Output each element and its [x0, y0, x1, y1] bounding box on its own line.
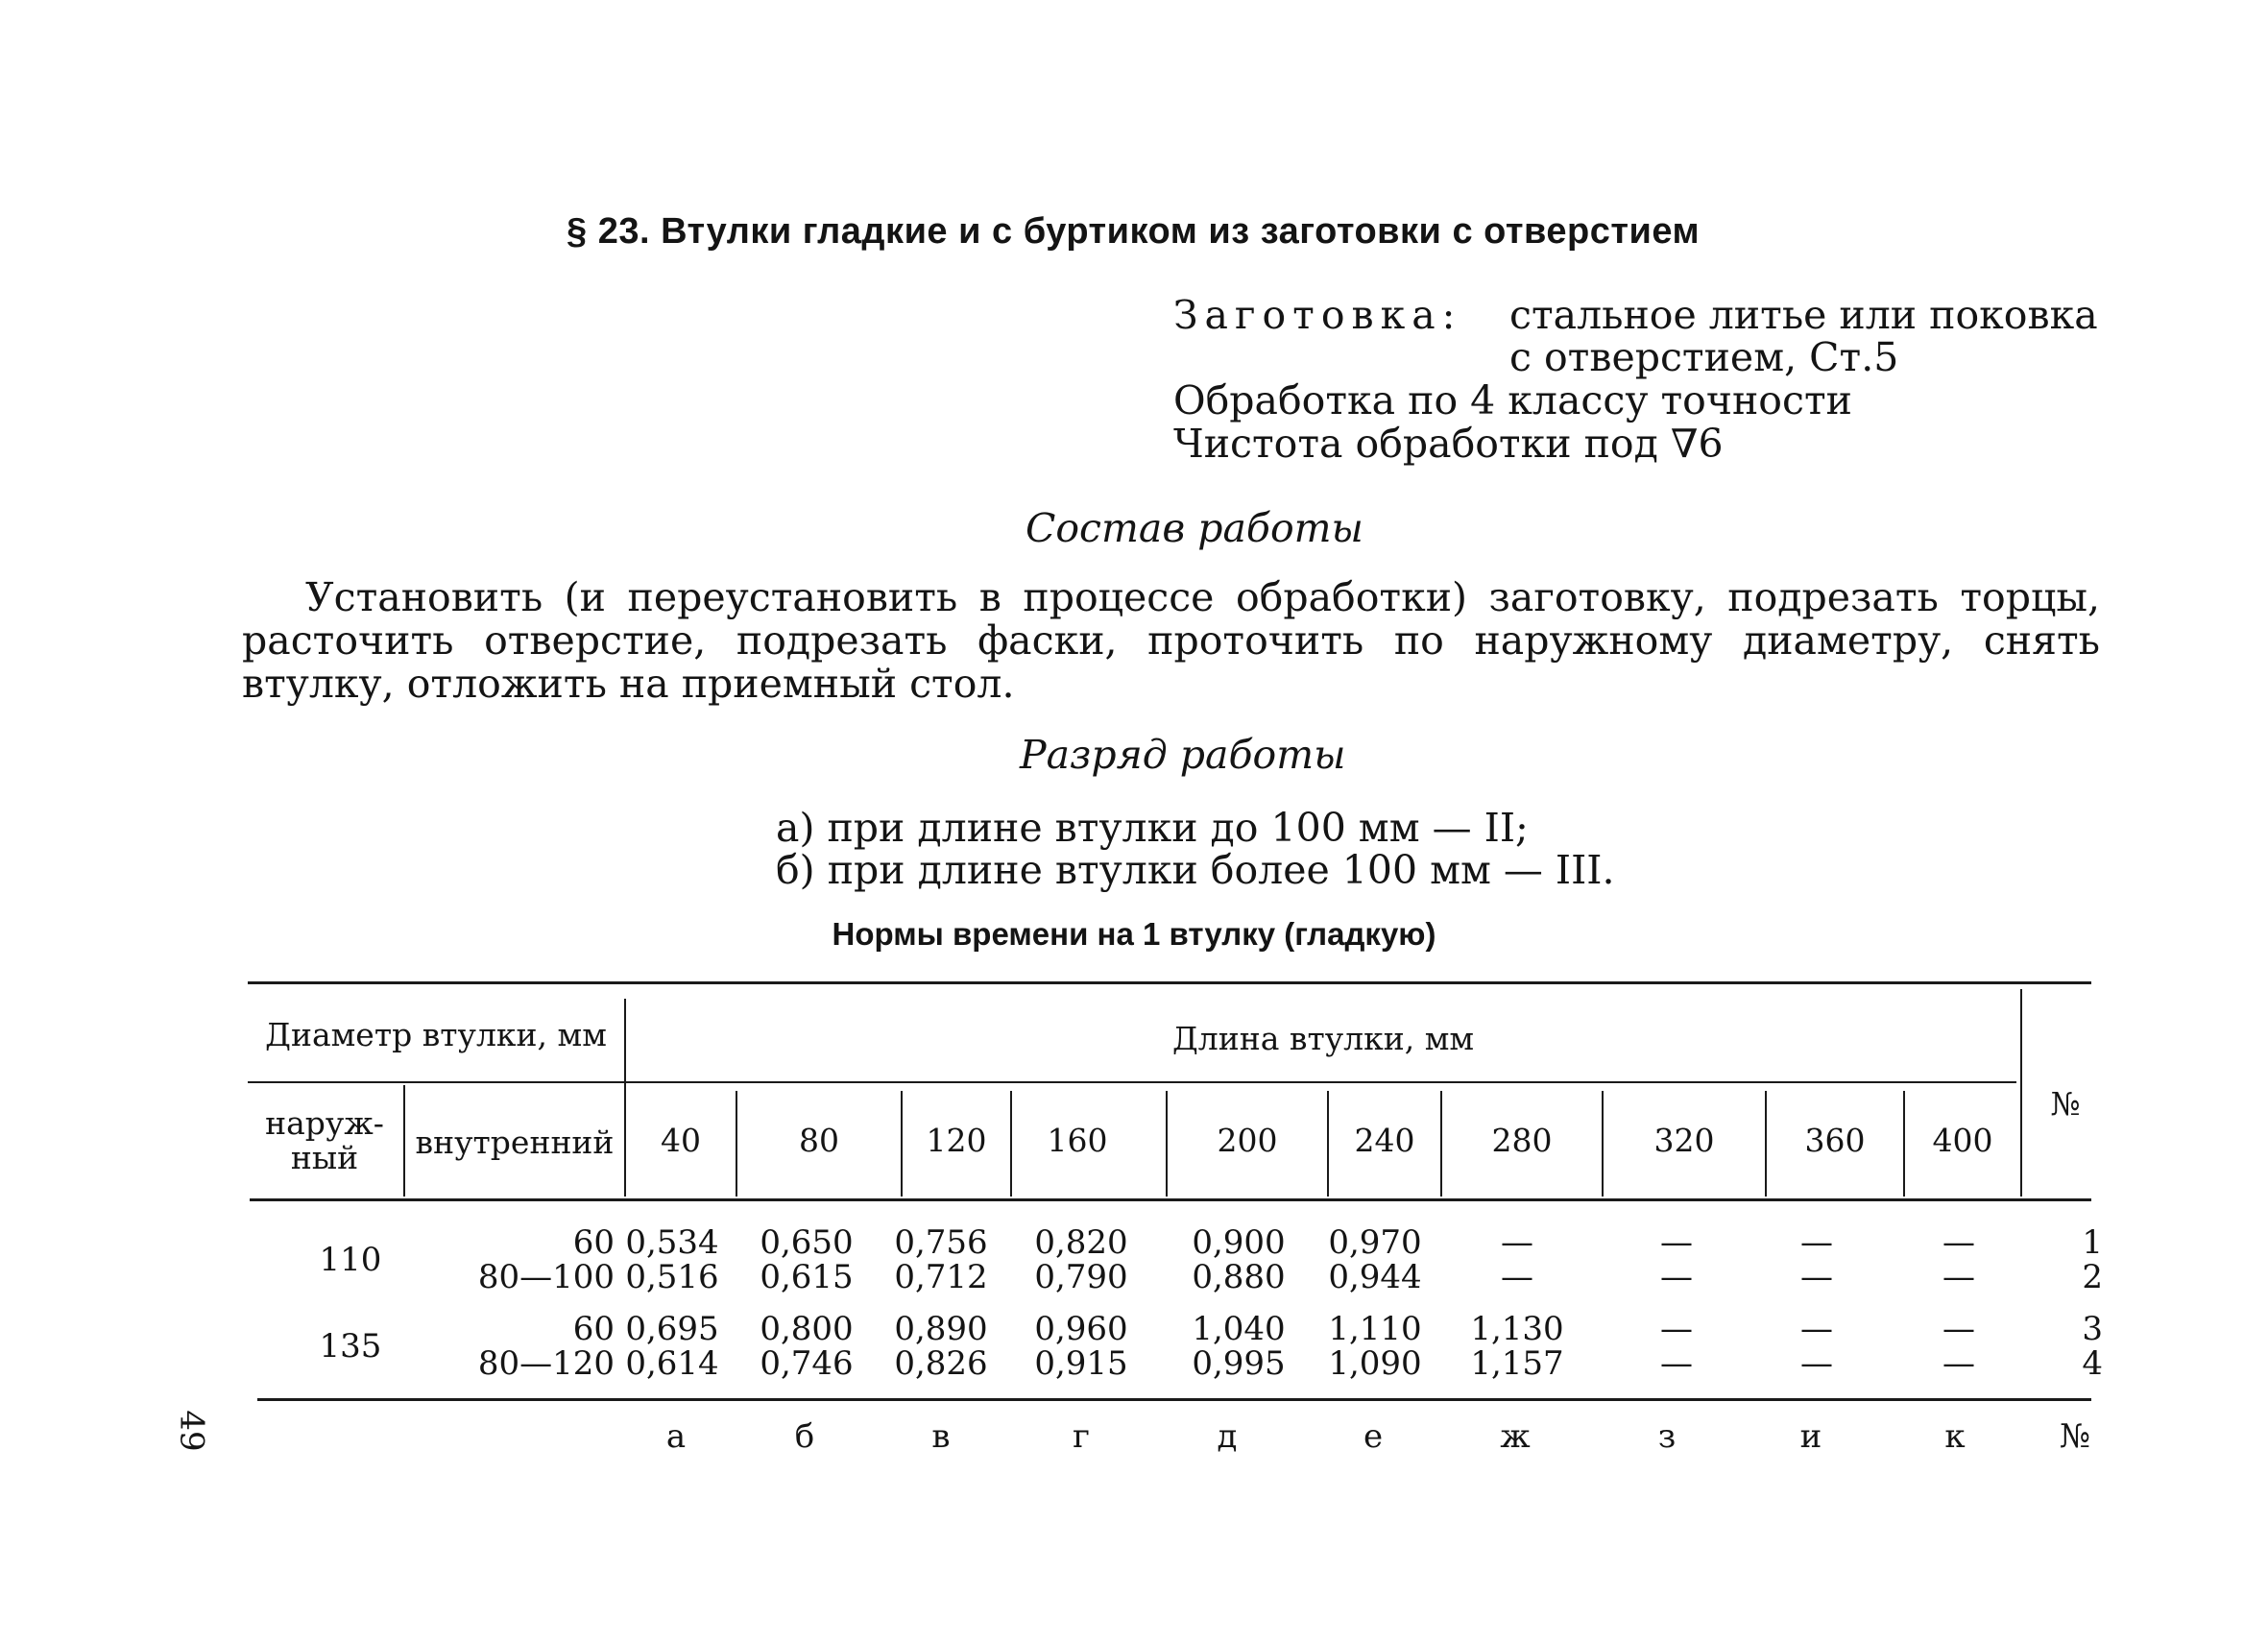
time-norm-cell: 1,110 — [1328, 1310, 1422, 1348]
time-norm-cell: 0,900 — [1192, 1223, 1286, 1262]
column-letter: ж — [1500, 1417, 1531, 1456]
table-header-bottom-rule — [250, 1198, 2091, 1201]
length-col-header: 200 — [1217, 1122, 1278, 1159]
table-title: Нормы времени на 1 втулку (гладкую) — [832, 916, 1436, 952]
length-header-rule — [626, 1081, 2016, 1083]
time-norm-cell: 0,880 — [1192, 1258, 1286, 1296]
time-norm-cell: — — [1942, 1258, 1975, 1296]
time-norm-cell: 0,890 — [894, 1310, 988, 1348]
time-norm-cell: — — [1942, 1223, 1975, 1262]
column-letter: а — [665, 1417, 687, 1456]
time-norm-cell: — — [1800, 1223, 1833, 1262]
column-letter: и — [1799, 1417, 1822, 1456]
length-col-header: 80 — [799, 1122, 839, 1159]
work-composition-title: Состав работы — [1025, 505, 1363, 551]
time-norm-cell: 1,157 — [1470, 1344, 1564, 1383]
length-col-header: 320 — [1653, 1122, 1715, 1159]
column-letter: б — [794, 1417, 815, 1456]
row-number: 2 — [2082, 1258, 2103, 1296]
time-norm-cell: 0,944 — [1328, 1258, 1422, 1296]
length-header: Длина втулки, мм — [1171, 1020, 1475, 1057]
work-grade-item-b: б) при длине втулки более 100 мм — III. — [776, 847, 1615, 893]
outer-diameter-value: 110 — [319, 1241, 382, 1279]
time-norm-cell: 0,534 — [625, 1223, 719, 1262]
length-col-header: 120 — [926, 1122, 987, 1159]
time-norm-cell: — — [1942, 1310, 1975, 1348]
work-composition-text: Установить (и переустановить в процессе обработки) заготовку, подрезать торцы, расточить отверстие, подрезать фаски, проточить по наружному диаметру, снять втулку, отложить на приемный стол. — [242, 574, 2100, 707]
time-norm-cell: 0,695 — [625, 1310, 719, 1348]
length-col-header: 280 — [1491, 1122, 1553, 1159]
time-norm-cell: — — [1800, 1310, 1833, 1348]
time-norm-cell: 1,090 — [1328, 1344, 1422, 1383]
length-col-header: 160 — [1047, 1122, 1108, 1159]
outer-diameter-value: 135 — [319, 1327, 382, 1366]
time-norm-cell: 0,820 — [1034, 1223, 1128, 1262]
row-number-header: № — [2050, 1085, 2081, 1123]
work-grade-title: Разряд работы — [1020, 732, 1346, 778]
time-norm-cell: — — [1501, 1223, 1533, 1262]
row-number: 4 — [2082, 1344, 2103, 1383]
time-norm-cell: 0,960 — [1034, 1310, 1128, 1348]
time-norm-cell: 0,995 — [1192, 1344, 1286, 1383]
page-number: 49 — [172, 1410, 211, 1452]
time-norm-cell: — — [1660, 1223, 1693, 1262]
column-letter: з — [1657, 1417, 1677, 1456]
row-number: 1 — [2082, 1223, 2103, 1262]
column-letter: д — [1217, 1417, 1238, 1456]
time-norm-cell: 0,615 — [760, 1258, 854, 1296]
length-col-header: 40 — [661, 1122, 701, 1159]
inner-diameter-value: 80—120 — [477, 1344, 615, 1383]
section-heading: § 23. Втулки гладкие и с буртиком из заготовки с отверстием — [567, 211, 1701, 252]
diameter-header: Диаметр втулки, мм — [265, 1016, 607, 1053]
column-letter: в — [931, 1417, 951, 1456]
time-norm-cell: 0,790 — [1034, 1258, 1128, 1296]
table-bottom-rule — [257, 1398, 2091, 1401]
outer-header-line2: ный — [290, 1139, 359, 1176]
outer-header-line1: наруж- — [265, 1104, 384, 1142]
diameter-header-rule — [248, 1081, 624, 1083]
time-norm-cell: 0,712 — [894, 1258, 988, 1296]
outer-diameter-header — [248, 1106, 401, 1175]
time-norm-cell: — — [1942, 1344, 1975, 1383]
time-norm-cell: — — [1501, 1258, 1533, 1296]
footer-number-label: № — [2059, 1417, 2091, 1456]
column-letter: е — [1363, 1417, 1384, 1456]
time-norm-cell: 0,614 — [625, 1344, 719, 1383]
time-norm-cell: 0,915 — [1034, 1344, 1128, 1383]
time-norm-cell: 0,826 — [894, 1344, 988, 1383]
blank-material-line1: стальное литье или поковка — [1509, 292, 2098, 338]
table-top-rule — [248, 981, 2091, 984]
column-letter: г — [1073, 1417, 1090, 1456]
time-norm-cell: 1,040 — [1192, 1310, 1286, 1348]
length-col-header: 360 — [1804, 1122, 1866, 1159]
time-norm-cell: — — [1800, 1344, 1833, 1383]
time-norm-cell: 0,516 — [625, 1258, 719, 1296]
accuracy-class: Обработка по 4 классу точности — [1173, 377, 1852, 423]
length-col-header: 240 — [1354, 1122, 1415, 1159]
time-norm-cell: 0,650 — [760, 1223, 854, 1262]
time-norm-cell: — — [1660, 1344, 1693, 1383]
blank-label: Заготовка: — [1173, 292, 1462, 338]
time-norm-cell: — — [1660, 1310, 1693, 1348]
inner-diameter-value: 80—100 — [477, 1258, 615, 1296]
time-norm-cell: — — [1660, 1258, 1693, 1296]
column-letter: к — [1944, 1417, 1966, 1456]
inner-diameter-value: 60 — [572, 1310, 615, 1348]
time-norm-cell: 0,746 — [760, 1344, 854, 1383]
time-norm-cell: 0,756 — [894, 1223, 988, 1262]
surface-finish: Чистота обработки под ∇6 — [1173, 421, 1724, 467]
time-norm-cell: 0,970 — [1328, 1223, 1422, 1262]
work-grade-item-a: а) при длине втулки до 100 мм — II; — [776, 805, 1529, 851]
time-norm-cell: 1,130 — [1470, 1310, 1564, 1348]
row-number: 3 — [2082, 1310, 2103, 1348]
length-col-header: 400 — [1932, 1122, 1993, 1159]
inner-diameter-header: внутренний — [415, 1124, 615, 1161]
time-norm-cell: 0,800 — [760, 1310, 854, 1348]
time-norm-cell: — — [1800, 1258, 1833, 1296]
inner-diameter-value: 60 — [572, 1223, 615, 1262]
blank-material-line2: с отверстием, Ст.5 — [1509, 334, 1899, 380]
